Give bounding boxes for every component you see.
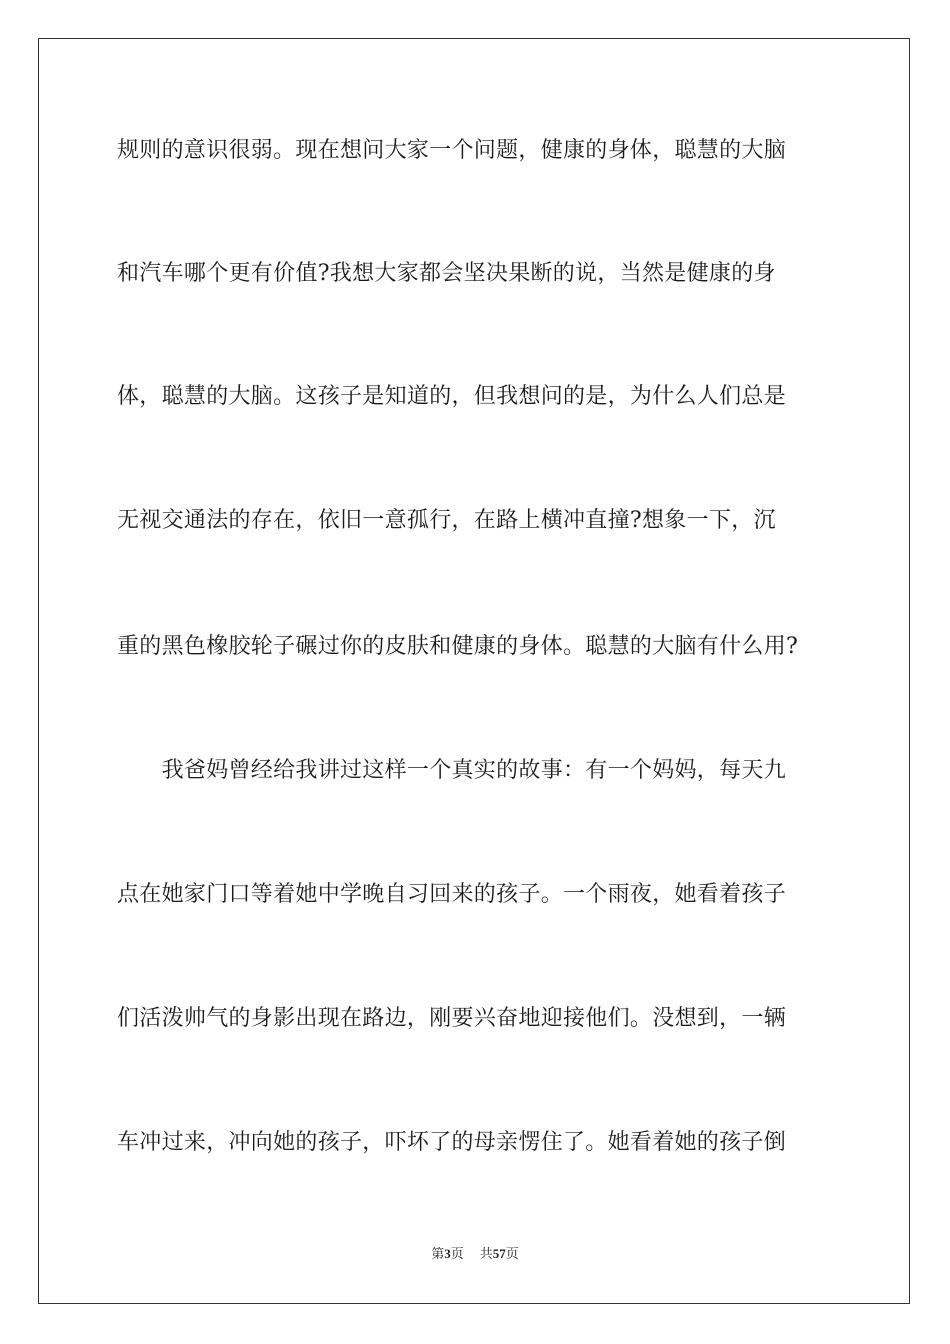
body-text-line-7: 点在她家门口等着她中学晚自习回来的孩子。一个雨夜，她看着孩子 (117, 882, 787, 907)
page-footer (0, 1245, 950, 1264)
body-text-line-1: 规则的意识很弱。现在想问大家一个问题，健康的身体，聪慧的大脑 (117, 138, 787, 163)
body-text-line-8: 们活泼帅气的身影出现在路边，刚要兴奋地迎接他们。没想到，一辆 (117, 1006, 787, 1031)
body-text-line-3: 体，聪慧的大脑。这孩子是知道的，但我想问的是，为什么人们总是 (117, 384, 787, 409)
page-number: 3 (444, 1246, 451, 1261)
page-prefix: 第 (431, 1247, 445, 1262)
body-text-line-4: 无视交通法的存在，依旧一意孤行，在路上横冲直撞?想象一下，沉 (117, 508, 776, 533)
body-text-line-6: 我爸妈曾经给我讲过这样一个真实的故事：有一个妈妈，每天九 (117, 758, 787, 783)
page-suffix: 页 (450, 1247, 464, 1262)
body-text-line-5: 重的黑色橡胶轮子碾过你的皮肤和健康的身体。聪慧的大脑有什么用? (117, 634, 799, 659)
body-text-line-9: 车冲过来，冲向她的孩子，吓坏了的母亲愣住了。她看着她的孩子倒 (117, 1130, 787, 1155)
total-pages: 57 (492, 1246, 506, 1261)
body-text-line-2: 和汽车哪个更有价值?我想大家都会坚决果断的说，当然是健康的身 (117, 261, 776, 286)
page-border (38, 38, 910, 1304)
total-prefix: 共 (479, 1247, 493, 1262)
total-suffix: 页 (505, 1247, 519, 1262)
